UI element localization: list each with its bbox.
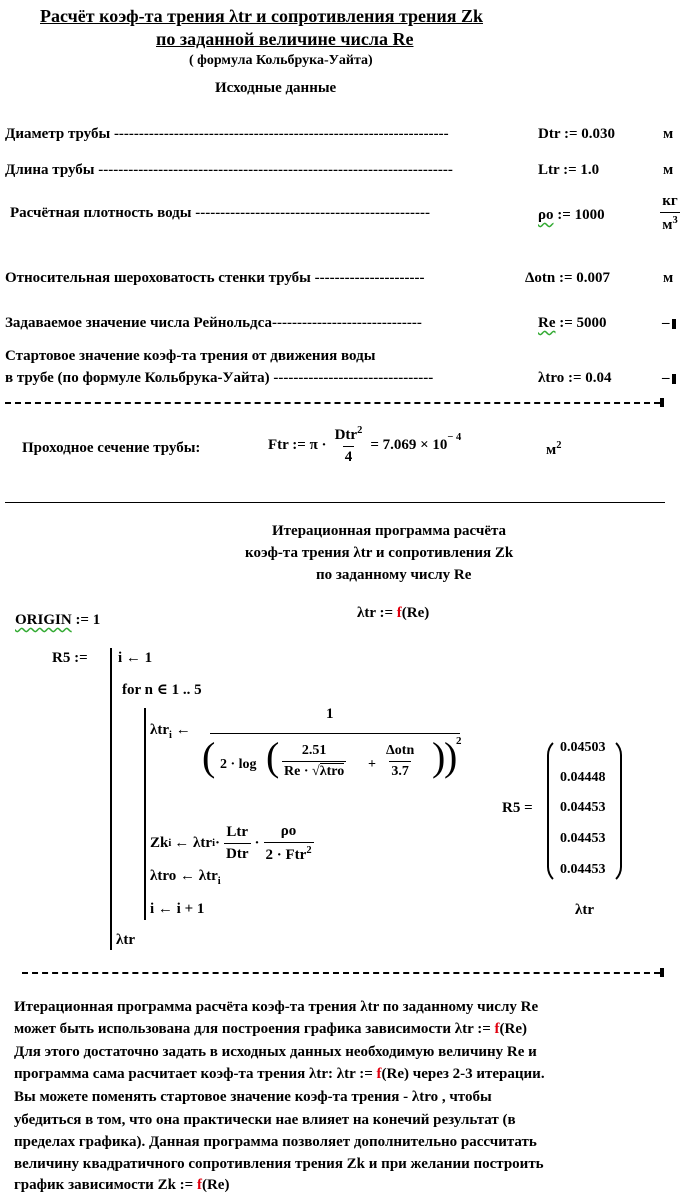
program-line-for: for n ∈ 1 .. 5 xyxy=(122,682,202,698)
description-line-3: Для этого достаточно задать в исходных данных необходимую величину Re и xyxy=(14,1044,537,1060)
cursor-marker xyxy=(672,319,676,329)
section-formula[interactable] xyxy=(268,425,461,465)
section-label: Проходное сечение трубы: xyxy=(22,440,201,456)
density-value: := 1000 xyxy=(553,207,605,223)
input-expr-diameter[interactable]: Dtr := 0.030 xyxy=(538,126,616,142)
input-label-reynolds: Задаваемое значение числа Рейнольдса------------------------------ xyxy=(5,315,422,331)
section-num: Dtr xyxy=(334,426,358,443)
section-num-exp: 2 xyxy=(357,424,363,436)
input-expr-density[interactable] xyxy=(538,207,605,224)
title-line-3: ( формула Кольбрука-Уайта) xyxy=(189,53,373,68)
function-f: f xyxy=(396,605,402,621)
input-unit-start-friction: – xyxy=(662,370,676,387)
input-unit-reynolds: – xyxy=(662,315,676,332)
input-expr-length[interactable]: Ltr := 1.0 xyxy=(538,162,600,178)
reynolds-name: Re xyxy=(538,315,556,331)
description-line-8: величину квадратичного сопротивления трения Zk и при желании построить xyxy=(14,1156,544,1172)
function-definition[interactable]: λtr := f(Re) xyxy=(357,605,430,621)
description-line-7: пределах графика). Данная программа позволяет дополнительно рассчитать xyxy=(14,1134,537,1150)
title-line-1: Расчёт коэф-та трения λtr и сопротивления трения Zk xyxy=(40,6,484,26)
program-bracket-outer xyxy=(110,648,112,950)
density-unit-num: кг xyxy=(662,193,678,209)
description-line-5: Вы можете поменять стартовое значение коэф-та трения - λtro , чтобы xyxy=(14,1089,492,1105)
description-line-2: может быть использована для построения графика зависимости λtr := f(Re) xyxy=(14,1021,528,1037)
input-label-roughness: Относительная шероховатость стенки трубы ---------------------- xyxy=(5,270,425,286)
program-name[interactable]: R5 := xyxy=(52,650,88,666)
density-unit-den: м xyxy=(662,217,673,233)
origin-name: ORIGIN xyxy=(15,612,72,628)
input-unit-length: м xyxy=(663,162,674,178)
result-label[interactable]: R5 = xyxy=(502,800,533,816)
input-expr-roughness[interactable]: Δotn := 0.007 xyxy=(525,270,611,286)
program-line-update: λtro ← λtr$_i$ xyxy=(150,868,221,887)
divider-solid xyxy=(5,502,665,503)
program-title-line-1: Итерационная программа расчёта xyxy=(272,523,507,539)
result-value-5: 0.04453 xyxy=(560,862,606,877)
result-value-1: 0.04503 xyxy=(560,740,606,755)
title-line-2: по заданной величине числа Re xyxy=(156,29,414,49)
result-value-2: 0.04448 xyxy=(560,770,606,785)
program-title-line-3: по заданному числу Re xyxy=(316,567,472,583)
section-heading-inputs: Исходные данные xyxy=(215,80,337,96)
section-unit-exp: 2 xyxy=(556,440,562,451)
section-result: = 7.069 × 10 xyxy=(370,436,448,453)
divider-end-marker xyxy=(660,398,664,407)
description-line-1: Итерационная программа расчёта коэф-та трения λtr по заданному числу Re xyxy=(14,999,539,1015)
divider-dashed-2 xyxy=(22,972,660,974)
input-unit-density xyxy=(655,193,685,234)
description-line-4: программа сама расчитает коэф-та трения λtr: λtr := f(Re) через 2-3 итерации. xyxy=(14,1066,545,1082)
input-label-density: Расчётная плотность воды ----------------------------------------------- xyxy=(10,205,430,221)
colebrook-one: 1 xyxy=(326,706,334,722)
result-caption: λtr xyxy=(575,902,595,918)
zk-formula: Zk i ← λtr i · $\frac{\text{Ltr}}{\text{Dtr}}$ · $\frac{\rho o}{2 \cdot Ftr^2}$ xyxy=(150,822,312,863)
program-line-increment: i ← i + 1 xyxy=(150,901,205,917)
section-unit: $м^2$ xyxy=(546,440,562,458)
input-label-start-friction-2: в трубе (по формуле Кольбрука-Уайта) -------------------------------- xyxy=(5,370,434,386)
density-unit-exp: 3 xyxy=(672,215,678,226)
program-return: λtr xyxy=(116,932,136,948)
section-den: 4 xyxy=(343,446,355,466)
cursor-marker xyxy=(672,374,676,384)
input-label-diameter: Диаметр трубы ------------------------------------------------------------------- xyxy=(5,126,449,142)
description-line-6: убедиться в том, что она практически нае влияет на конечий результат (в xyxy=(14,1112,516,1128)
result-value-4: 0.04453 xyxy=(560,831,606,846)
density-name: ρo xyxy=(538,207,554,223)
input-label-length: Длина трубы ----------------------------------------------------------------------- xyxy=(5,162,453,178)
result-value-3: 0.04453 xyxy=(560,800,606,815)
input-expr-reynolds[interactable] xyxy=(538,315,607,332)
input-unit-diameter: м xyxy=(663,126,674,142)
input-label-start-friction-1: Стартовое значение коэф-та трения от движения воды xyxy=(5,348,376,364)
section-lhs: Ftr := π · xyxy=(268,436,327,453)
input-expr-start-friction[interactable]: λtro := 0.04 xyxy=(538,370,612,386)
program-line-init: i ← 1 xyxy=(118,650,153,666)
reynolds-value: := 5000 xyxy=(555,315,607,331)
program-bracket-inner xyxy=(144,708,146,920)
divider-end-marker xyxy=(660,968,664,977)
colebrook-lhs: λtr$_i$ ← xyxy=(150,722,191,741)
colebrook-fraction-bar xyxy=(210,733,460,734)
section-fraction xyxy=(333,425,365,466)
origin-definition[interactable] xyxy=(15,612,100,629)
origin-value: := 1 xyxy=(71,612,101,628)
divider-dashed-1 xyxy=(5,402,660,404)
description-line-9: график зависимости Zk := f(Re) xyxy=(14,1177,230,1193)
input-unit-roughness: м xyxy=(663,270,674,286)
program-title-line-2: коэф-та трения λtr и сопротивления Zk xyxy=(245,545,514,561)
section-result-exp: − 4 xyxy=(447,431,462,443)
